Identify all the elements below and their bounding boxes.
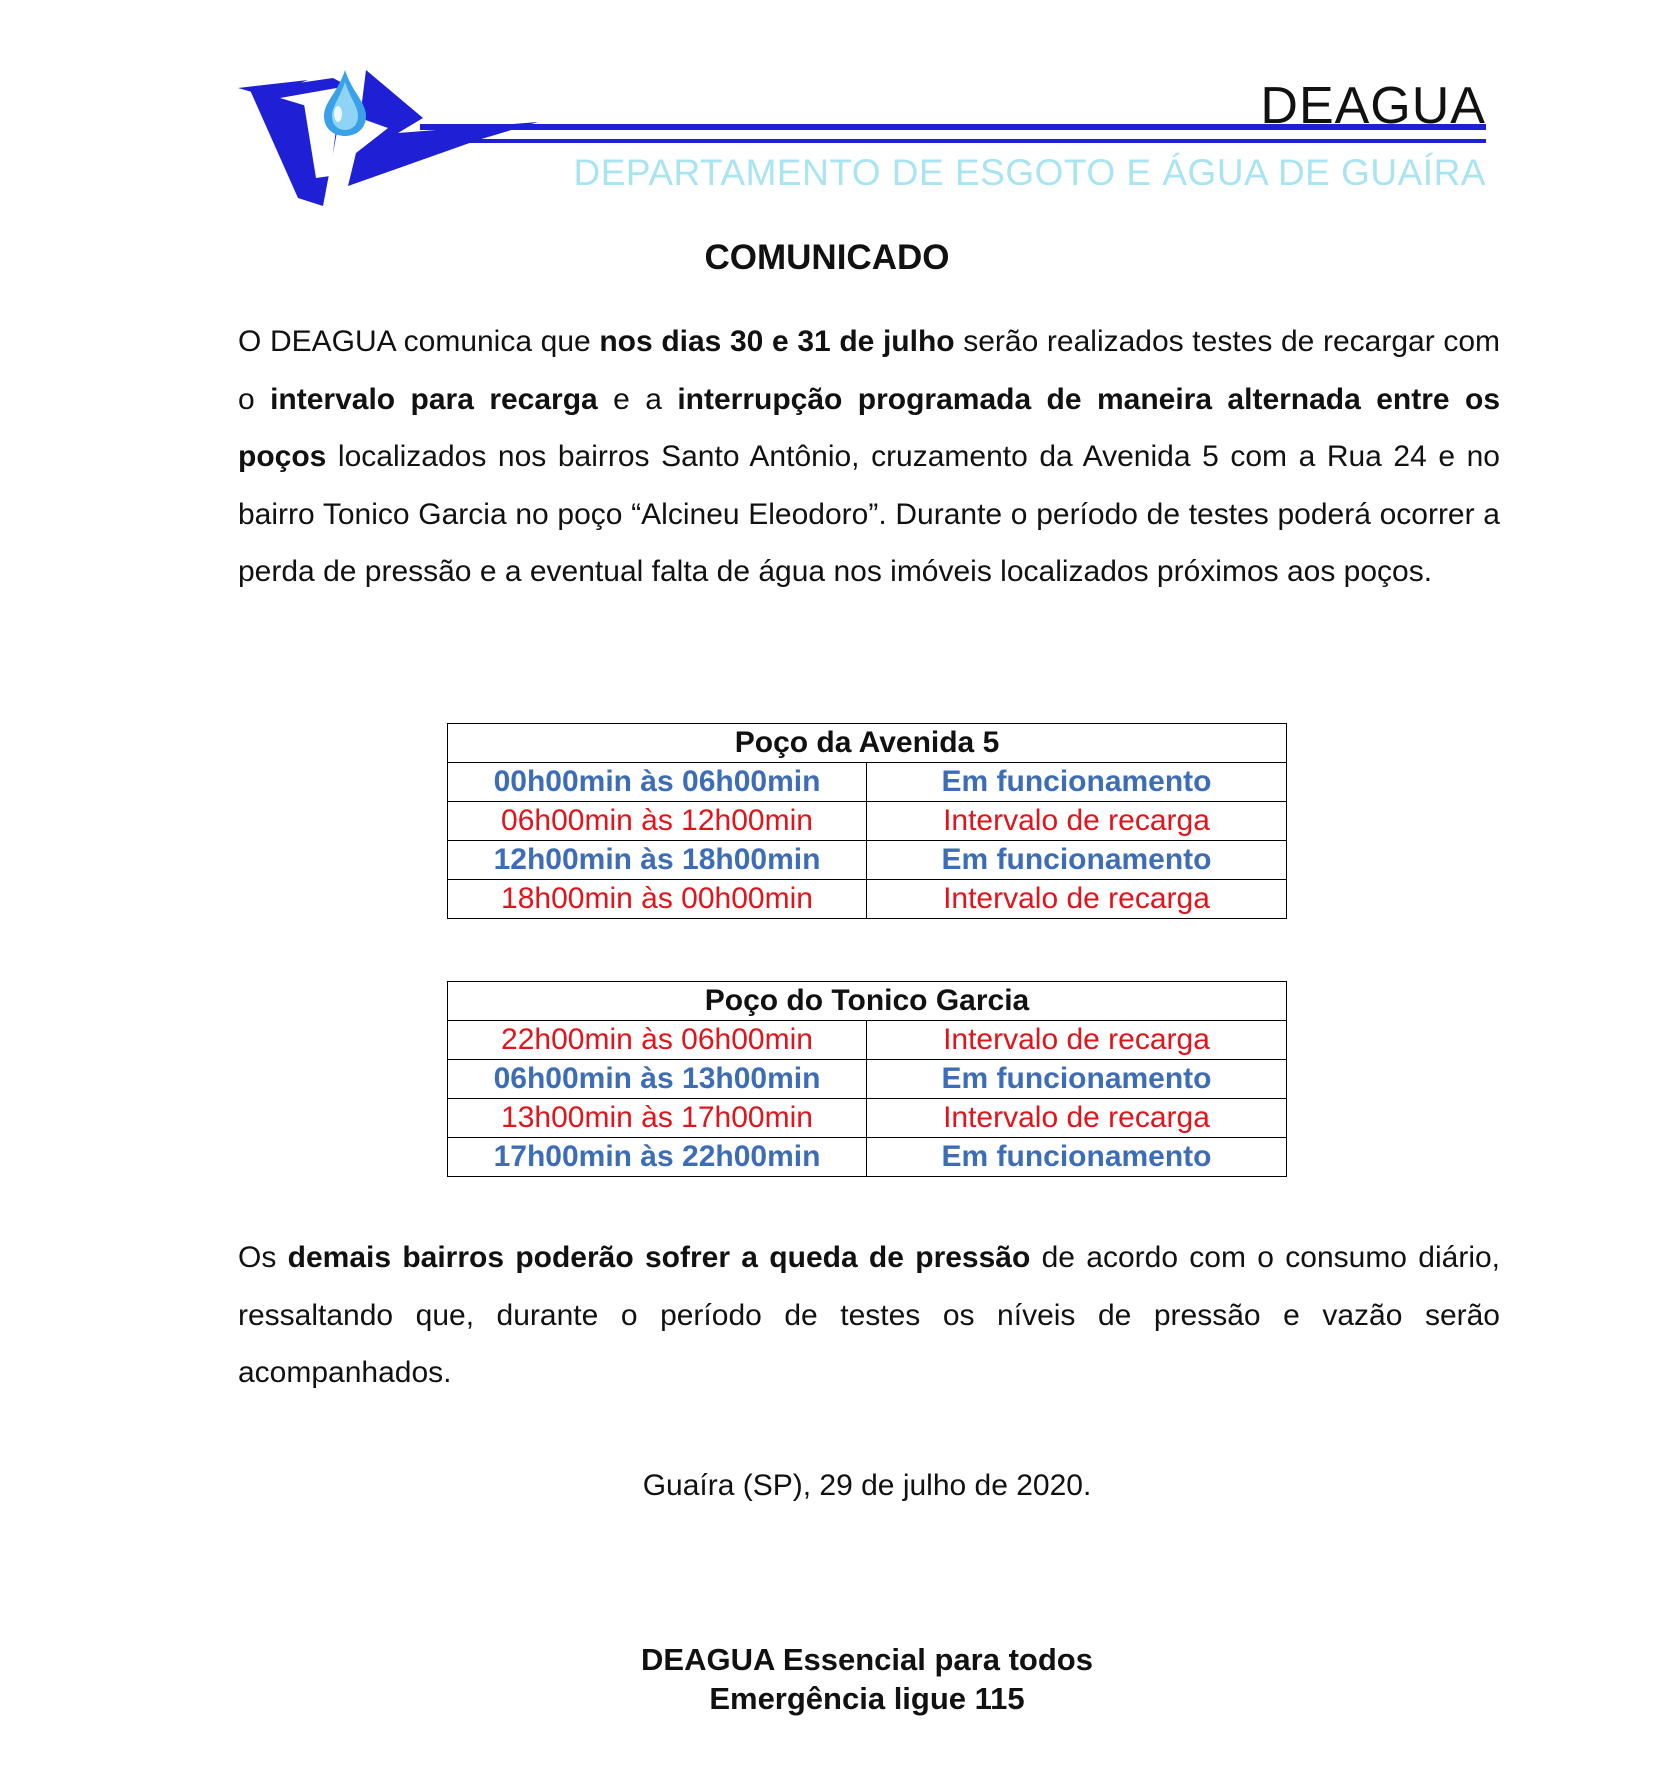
announcement-paragraph bbox=[238, 313, 1500, 601]
document-title: COMUNICADO bbox=[704, 238, 950, 277]
status-cell: Intervalo de recarga bbox=[867, 1099, 1287, 1138]
table-row bbox=[448, 1099, 1287, 1138]
schedule-table-tonico bbox=[447, 981, 1287, 1177]
table-title: Poço do Tonico Garcia bbox=[448, 982, 1287, 1021]
signature-line-2: Emergência ligue 115 bbox=[709, 1681, 1025, 1716]
text-run: serão realizados testes de recargar com o bbox=[238, 325, 1500, 416]
signature-line-1: DEAGUA Essencial para todos bbox=[641, 1642, 1093, 1677]
table-row bbox=[448, 763, 1287, 802]
text-run: de acordo com o consumo diário, ressaltando que, durante o período de testes os níveis de pressão e vazão serão acompanhados. bbox=[238, 1241, 1501, 1389]
status-cell: Em funcionamento bbox=[867, 1060, 1287, 1099]
table-header-row bbox=[448, 982, 1287, 1021]
time-cell: 06h00min às 12h00min bbox=[448, 802, 867, 841]
table-row bbox=[448, 1021, 1287, 1060]
header-rule-bottom bbox=[470, 139, 1486, 143]
table-header-row bbox=[448, 724, 1287, 763]
time-cell: 00h00min às 06h00min bbox=[448, 763, 867, 802]
brand-subtitle: DEPARTAMENTO DE ESGOTO E ÁGUA DE GUAÍRA bbox=[573, 152, 1486, 193]
letterhead bbox=[238, 58, 1486, 208]
status-cell: Intervalo de recarga bbox=[867, 802, 1287, 841]
table-row bbox=[448, 1060, 1287, 1099]
time-cell: 17h00min às 22h00min bbox=[448, 1138, 867, 1177]
place-date: Guaíra (SP), 29 de julho de 2020. bbox=[642, 1469, 1092, 1502]
table-row bbox=[448, 841, 1287, 880]
bold-text-run: nos dias 30 e 31 de julho bbox=[599, 325, 955, 358]
status-cell: Em funcionamento bbox=[867, 763, 1287, 802]
table-title: Poço da Avenida 5 bbox=[448, 724, 1287, 763]
time-cell: 13h00min às 17h00min bbox=[448, 1099, 867, 1138]
bold-text-run: demais bairros poderão sofrer a queda de pressão bbox=[287, 1241, 1031, 1274]
pressure-notice-paragraph bbox=[238, 1229, 1500, 1402]
time-cell: 12h00min às 18h00min bbox=[448, 841, 867, 880]
schedule-table-avenida bbox=[447, 723, 1287, 919]
text-run: e a bbox=[597, 382, 678, 416]
status-cell: Intervalo de recarga bbox=[867, 880, 1287, 919]
bold-text-run: interrupção programada de maneira alternada entre os poços bbox=[238, 382, 1500, 473]
status-cell: Em funcionamento bbox=[867, 841, 1287, 880]
text-run: localizados nos bairros Santo Antônio, cruzamento da Avenida 5 com a Rua 24 e no bairro Tonico Garcia no poço “Alcineu Eleodoro”. Durante o período de testes poderá ocorrer a perda de pressão e a eventual falta de água nos imóveis localizados próximos aos poços. bbox=[238, 440, 1500, 588]
status-cell: Em funcionamento bbox=[867, 1138, 1287, 1177]
table-row bbox=[448, 802, 1287, 841]
brand-name: DEAGUA bbox=[1260, 77, 1486, 135]
text-run: Os bbox=[238, 1241, 288, 1274]
text-run: O DEAGUA comunica que bbox=[238, 325, 600, 358]
table-row bbox=[448, 880, 1287, 919]
status-cell: Intervalo de recarga bbox=[867, 1021, 1287, 1060]
time-cell: 18h00min às 00h00min bbox=[448, 880, 867, 919]
bold-text-run: intervalo para recarga bbox=[270, 382, 598, 416]
time-cell: 06h00min às 13h00min bbox=[448, 1060, 867, 1099]
table-row bbox=[448, 1138, 1287, 1177]
time-cell: 22h00min às 06h00min bbox=[448, 1021, 867, 1060]
